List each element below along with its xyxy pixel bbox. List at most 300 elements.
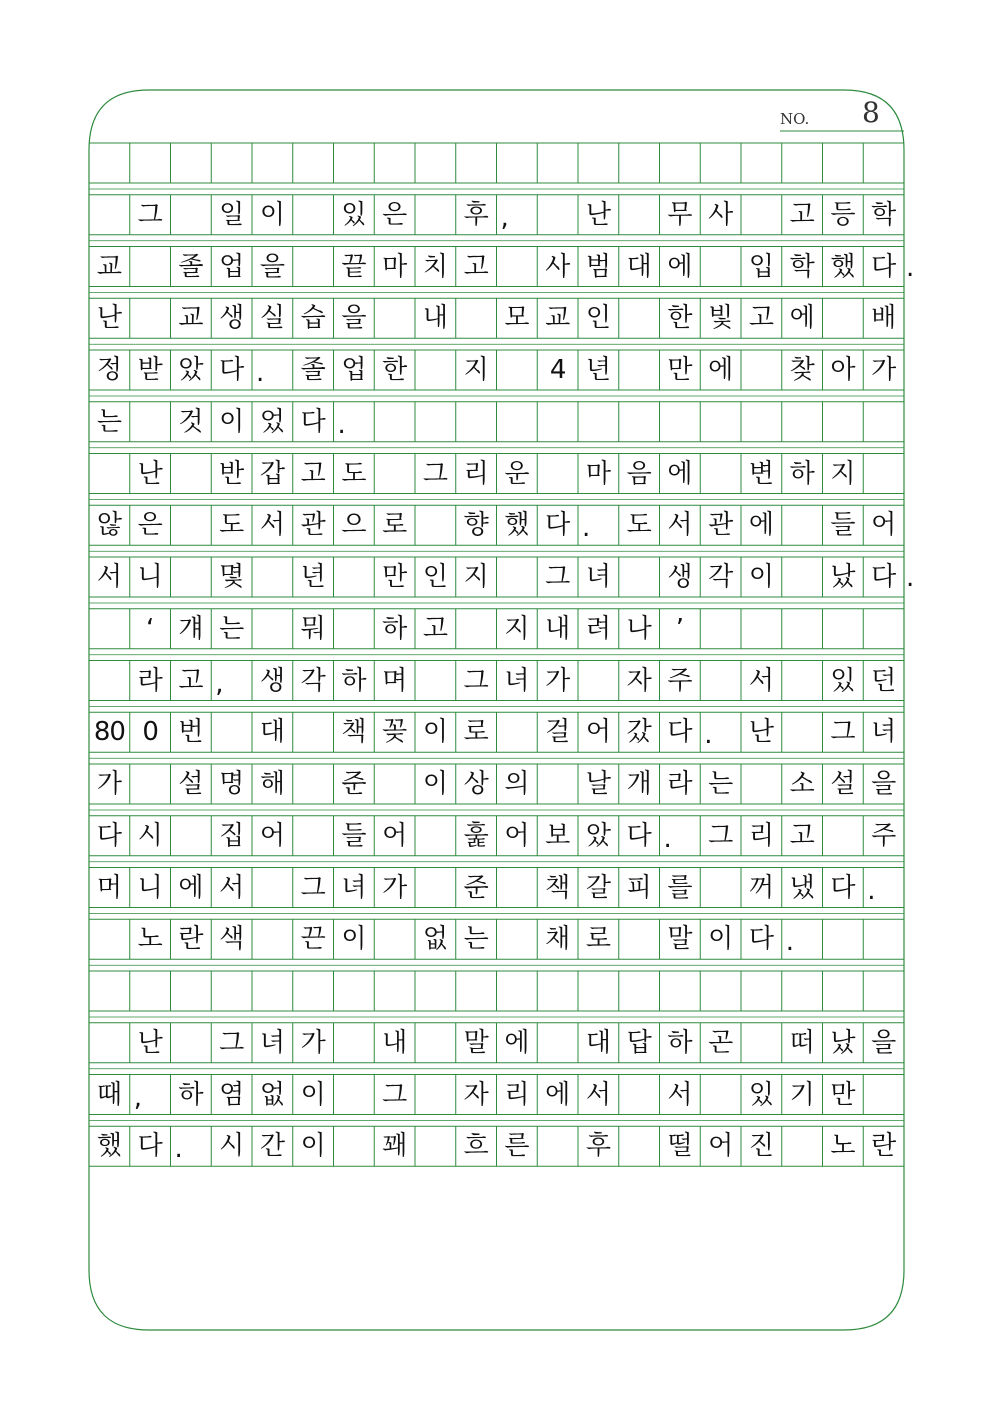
manuscript-cell: 80 bbox=[93, 717, 125, 748]
manuscript-cell: 을 bbox=[341, 303, 367, 334]
manuscript-cell: 가 bbox=[382, 872, 408, 903]
manuscript-cell: ’ bbox=[675, 613, 684, 644]
manuscript-cell bbox=[700, 609, 741, 649]
manuscript-cell: 준 bbox=[463, 872, 489, 903]
manuscript-cell: 염 bbox=[219, 1079, 245, 1110]
manuscript-cell: 명 bbox=[219, 769, 245, 799]
manuscript-cell bbox=[823, 402, 864, 442]
manuscript-cell bbox=[415, 661, 456, 701]
manuscript-cell bbox=[293, 195, 334, 235]
manuscript-cell: 업 bbox=[341, 355, 367, 385]
manuscript-cell: 끝 bbox=[341, 251, 367, 282]
manuscript-cell: 있 bbox=[830, 665, 856, 696]
manuscript-cell: 다 bbox=[300, 406, 326, 437]
manuscript-row bbox=[89, 609, 904, 649]
manuscript-cell: 을 bbox=[259, 251, 285, 282]
manuscript-cell: 만 bbox=[382, 562, 408, 592]
manuscript-cell bbox=[497, 919, 538, 959]
manuscript-cell bbox=[497, 971, 538, 1011]
manuscript-cell bbox=[456, 143, 497, 183]
manuscript-cell: 이 bbox=[300, 1079, 326, 1110]
manuscript-cell bbox=[415, 816, 456, 856]
manuscript-cell: 들 bbox=[830, 510, 856, 541]
manuscript-cell: . bbox=[174, 1134, 183, 1165]
manuscript-cell bbox=[415, 143, 456, 183]
manuscript-cell: 무 bbox=[667, 199, 693, 230]
manuscript-cell: 책 bbox=[341, 717, 367, 748]
manuscript-cell: 관 bbox=[708, 510, 734, 541]
manuscript-cell: 정 bbox=[96, 355, 122, 385]
manuscript-cell bbox=[578, 661, 619, 701]
manuscript-cell bbox=[741, 764, 782, 804]
manuscript-cell bbox=[456, 298, 497, 338]
manuscript-cell: 났 bbox=[830, 1027, 856, 1058]
manuscript-cell: 내 bbox=[545, 613, 571, 644]
manuscript-cell bbox=[537, 402, 578, 442]
manuscript-cell: 로 bbox=[382, 510, 408, 541]
manuscript-cell bbox=[89, 661, 130, 701]
manuscript-cell: 고 bbox=[789, 820, 815, 851]
manuscript-cell bbox=[537, 454, 578, 494]
manuscript-cell: , bbox=[500, 202, 509, 233]
manuscript-row bbox=[89, 712, 904, 752]
manuscript-cell bbox=[415, 505, 456, 545]
manuscript-cell: 서 bbox=[219, 872, 245, 903]
manuscript-cell: 난 bbox=[137, 1027, 163, 1058]
manuscript-cell: 이 bbox=[422, 769, 448, 799]
manuscript-cell: 찾 bbox=[789, 355, 815, 385]
manuscript-cell: 설 bbox=[830, 769, 856, 799]
manuscript-cell: 에 bbox=[789, 303, 815, 334]
manuscript-row bbox=[89, 298, 904, 338]
manuscript-cell: 녀 bbox=[504, 665, 530, 696]
manuscript-cell bbox=[497, 143, 538, 183]
manuscript-cell: 이 bbox=[259, 199, 285, 230]
manuscript-cell: 내 bbox=[382, 1027, 408, 1058]
manuscript-cell: 의 bbox=[504, 769, 530, 799]
manuscript-row bbox=[89, 247, 915, 287]
manuscript-cell bbox=[863, 971, 904, 1011]
manuscript-cell: 라 bbox=[137, 665, 163, 696]
manuscript-cell: 반 bbox=[219, 458, 245, 489]
manuscript-cell: 것 bbox=[178, 406, 204, 437]
manuscript-cell: 치 bbox=[422, 251, 448, 282]
manuscript-cell bbox=[211, 712, 252, 752]
manuscript-cell: 학 bbox=[789, 251, 815, 282]
manuscript-cell: 던 bbox=[871, 665, 897, 696]
manuscript-cell: 어 bbox=[259, 820, 285, 851]
manuscript-cell: 걔 bbox=[178, 613, 204, 644]
manuscript-cell bbox=[456, 971, 497, 1011]
manuscript-grid bbox=[89, 143, 904, 1166]
manuscript-cell bbox=[578, 402, 619, 442]
manuscript-cell: 설 bbox=[178, 769, 204, 799]
manuscript-cell: 어 bbox=[382, 820, 408, 851]
manuscript-cell bbox=[293, 247, 334, 287]
manuscript-cell: 이 bbox=[300, 1131, 326, 1162]
manuscript-cell: 졸 bbox=[178, 251, 204, 282]
manuscript-cell: 을 bbox=[871, 769, 897, 799]
manuscript-cell: 입 bbox=[748, 251, 774, 282]
manuscript-cell: 서 bbox=[96, 562, 122, 592]
manuscript-cell: 그 bbox=[422, 458, 448, 489]
manuscript-cell bbox=[89, 454, 130, 494]
manuscript-cell bbox=[415, 1126, 456, 1166]
manuscript-cell bbox=[782, 1126, 823, 1166]
manuscript-cell: 난 bbox=[585, 199, 611, 230]
manuscript-cell bbox=[741, 143, 782, 183]
manuscript-cell bbox=[537, 1126, 578, 1166]
manuscript-cell: 른 bbox=[504, 1131, 530, 1162]
manuscript-cell bbox=[741, 350, 782, 390]
manuscript-cell: 내 bbox=[422, 303, 448, 334]
manuscript-cell: 나 bbox=[626, 613, 652, 644]
manuscript-cell bbox=[823, 143, 864, 183]
manuscript-cell: 란 bbox=[178, 924, 204, 955]
manuscript-cell: 향 bbox=[463, 510, 489, 541]
manuscript-cell bbox=[415, 1075, 456, 1115]
manuscript-cell bbox=[823, 971, 864, 1011]
manuscript-cell: . bbox=[867, 875, 876, 906]
manuscript-cell: 에 bbox=[504, 1027, 530, 1058]
manuscript-cell: 주 bbox=[667, 665, 693, 696]
manuscript-row bbox=[89, 919, 904, 959]
manuscript-cell: 갑 bbox=[259, 458, 285, 489]
manuscript-cell bbox=[782, 971, 823, 1011]
manuscript-cell: . bbox=[785, 927, 795, 958]
manuscript-cell: 생 bbox=[667, 562, 693, 592]
manuscript-cell: 에 bbox=[708, 355, 734, 385]
manuscript-cell: . bbox=[582, 513, 591, 544]
manuscript-cell bbox=[89, 143, 130, 183]
manuscript-cell: 지 bbox=[463, 355, 489, 385]
manuscript-cell: 고 bbox=[463, 251, 489, 282]
manuscript-cell bbox=[537, 195, 578, 235]
manuscript-cell: 자 bbox=[626, 665, 652, 696]
manuscript-cell bbox=[171, 143, 212, 183]
manuscript-cell bbox=[782, 712, 823, 752]
manuscript-row bbox=[89, 1126, 904, 1166]
manuscript-cell bbox=[293, 971, 334, 1011]
manuscript-cell: 몇 bbox=[219, 562, 245, 592]
manuscript-cell bbox=[619, 971, 660, 1011]
manuscript-cell bbox=[863, 919, 904, 959]
manuscript-cell bbox=[171, 1023, 212, 1063]
manuscript-cell bbox=[456, 609, 497, 649]
manuscript-cell bbox=[741, 971, 782, 1011]
manuscript-cell bbox=[497, 350, 538, 390]
manuscript-cell: 가 bbox=[545, 665, 571, 696]
manuscript-cell: 흐 bbox=[463, 1131, 489, 1162]
manuscript-cell: 서 bbox=[667, 510, 693, 541]
manuscript-row bbox=[89, 143, 904, 183]
manuscript-cell: 들 bbox=[341, 820, 367, 851]
manuscript-cell bbox=[700, 247, 741, 287]
manuscript-cell: 대 bbox=[585, 1027, 611, 1058]
manuscript-cell: 모 bbox=[504, 303, 530, 334]
manuscript-cell bbox=[456, 402, 497, 442]
manuscript-cell bbox=[89, 919, 130, 959]
manuscript-cell: 준 bbox=[341, 769, 367, 799]
manuscript-cell: 해 bbox=[259, 769, 285, 799]
manuscript-cell bbox=[497, 402, 538, 442]
manuscript-cell: 없 bbox=[259, 1079, 285, 1110]
manuscript-cell: 일 bbox=[219, 199, 245, 230]
manuscript-cell bbox=[741, 609, 782, 649]
manuscript-cell bbox=[415, 868, 456, 908]
manuscript-cell bbox=[863, 454, 904, 494]
manuscript-cell: 배 bbox=[871, 303, 897, 334]
manuscript-cell bbox=[130, 402, 171, 442]
manuscript-cell: 4 bbox=[549, 355, 566, 385]
manuscript-cell bbox=[537, 143, 578, 183]
manuscript-cell bbox=[415, 971, 456, 1011]
manuscript-cell: 떠 bbox=[789, 1027, 815, 1058]
manuscript-cell: 개 bbox=[626, 769, 652, 799]
manuscript-cell: 그 bbox=[830, 717, 856, 748]
manuscript-cell: 년 bbox=[300, 562, 326, 592]
manuscript-row bbox=[89, 195, 904, 235]
manuscript-cell: 인 bbox=[585, 303, 611, 334]
manuscript-cell: 리 bbox=[463, 458, 489, 489]
manuscript-cell: 없 bbox=[422, 924, 448, 955]
manuscript-row bbox=[89, 557, 915, 597]
manuscript-cell: 교 bbox=[545, 303, 571, 334]
manuscript-cell bbox=[537, 971, 578, 1011]
manuscript-cell: 를 bbox=[667, 872, 693, 903]
manuscript-cell bbox=[497, 712, 538, 752]
manuscript-cell: . bbox=[663, 823, 672, 854]
manuscript-cell: 피 bbox=[626, 872, 652, 903]
manuscript-cell: 업 bbox=[219, 251, 245, 282]
manuscript-cell: 각 bbox=[300, 665, 326, 696]
manuscript-cell: 고 bbox=[178, 665, 204, 696]
manuscript-cell: 범 bbox=[585, 251, 611, 282]
manuscript-cell: 말 bbox=[463, 1027, 489, 1058]
manuscript-cell: 이 bbox=[422, 717, 448, 748]
manuscript-cell bbox=[619, 1075, 660, 1115]
manuscript-cell bbox=[578, 143, 619, 183]
manuscript-cell bbox=[334, 1023, 375, 1063]
manuscript-cell: 어 bbox=[871, 510, 897, 541]
manuscript-cell: 한 bbox=[667, 303, 693, 334]
manuscript-cell: 보 bbox=[545, 820, 571, 851]
manuscript-cell: 생 bbox=[259, 665, 285, 696]
manuscript-row bbox=[89, 454, 904, 494]
manuscript-cell: 날 bbox=[585, 769, 611, 799]
manuscript-cell: 다 bbox=[871, 251, 897, 282]
manuscript-cell: 니 bbox=[137, 562, 163, 592]
manuscript-cell bbox=[89, 1023, 130, 1063]
manuscript-cell bbox=[252, 557, 293, 597]
manuscript-cell bbox=[782, 505, 823, 545]
manuscript-cell: 어 bbox=[708, 1131, 734, 1162]
manuscript-cell: 도 bbox=[219, 510, 245, 541]
manuscript-cell: 은 bbox=[382, 199, 408, 230]
manuscript-cell bbox=[171, 557, 212, 597]
manuscript-cell: 다 bbox=[830, 872, 856, 903]
manuscript-cell: 서 bbox=[585, 1079, 611, 1110]
manuscript-cell: 어 bbox=[585, 717, 611, 748]
manuscript-cell: 에 bbox=[667, 458, 693, 489]
manuscript-cell: 에 bbox=[545, 1079, 571, 1110]
manuscript-cell bbox=[130, 143, 171, 183]
manuscript-cell: 는 bbox=[219, 613, 245, 644]
manuscript-cell: 색 bbox=[219, 924, 245, 955]
manuscript-cell bbox=[741, 1023, 782, 1063]
manuscript-cell bbox=[171, 195, 212, 235]
manuscript-cell: 고 bbox=[300, 458, 326, 489]
manuscript-cell: 이 bbox=[748, 562, 774, 592]
manuscript-cell: 곤 bbox=[708, 1027, 734, 1058]
manuscript-cell: 받 bbox=[137, 355, 163, 385]
manuscript-row bbox=[89, 1075, 904, 1115]
manuscript-cell bbox=[252, 143, 293, 183]
manuscript-cell: 고 bbox=[422, 613, 448, 644]
manuscript-cell: 그 bbox=[300, 872, 326, 903]
manuscript-cell bbox=[619, 298, 660, 338]
manuscript-cell: 책 bbox=[545, 872, 571, 903]
manuscript-cell bbox=[619, 350, 660, 390]
manuscript-cell: 어 bbox=[504, 820, 530, 851]
manuscript-cell: 란 bbox=[871, 1131, 897, 1162]
manuscript-cell bbox=[334, 609, 375, 649]
manuscript-cell: 도 bbox=[626, 510, 652, 541]
manuscript-cell bbox=[537, 1023, 578, 1063]
manuscript-cell: 리 bbox=[504, 1079, 530, 1110]
manuscript-cell bbox=[700, 971, 741, 1011]
manuscript-row bbox=[89, 505, 904, 545]
manuscript-cell: , bbox=[215, 668, 224, 699]
manuscript-cell: 한 bbox=[382, 355, 408, 385]
page-number-label: NO. bbox=[780, 110, 810, 128]
manuscript-cell: 시 bbox=[219, 1131, 245, 1162]
manuscript-cell bbox=[334, 557, 375, 597]
manuscript-cell bbox=[700, 1075, 741, 1115]
manuscript-cell: 는 bbox=[708, 769, 734, 799]
manuscript-cell: 다 bbox=[96, 820, 122, 851]
manuscript-cell: 을 bbox=[871, 1027, 897, 1058]
manuscript-cell: 로 bbox=[463, 717, 489, 748]
manuscript-cell: 했 bbox=[504, 510, 530, 541]
manuscript-cell bbox=[619, 402, 660, 442]
manuscript-cell: 노 bbox=[830, 1131, 856, 1162]
manuscript-row bbox=[89, 402, 904, 442]
manuscript-cell: 이 bbox=[341, 924, 367, 955]
manuscript-cell: 아 bbox=[830, 355, 856, 385]
manuscript-cell: 난 bbox=[137, 458, 163, 489]
manuscript-cell bbox=[252, 609, 293, 649]
manuscript-row bbox=[89, 868, 904, 908]
manuscript-cell: . bbox=[337, 409, 346, 440]
manuscript-cell: 꽂 bbox=[382, 717, 408, 748]
manuscript-cell bbox=[334, 1126, 375, 1166]
manuscript-cell bbox=[619, 143, 660, 183]
manuscript-cell bbox=[415, 195, 456, 235]
manuscript-cell bbox=[374, 298, 415, 338]
manuscript-cell: 리 bbox=[748, 820, 774, 851]
manuscript-cell bbox=[660, 971, 701, 1011]
manuscript-cell: 었 bbox=[259, 406, 285, 437]
manuscript-cell bbox=[700, 454, 741, 494]
manuscript-cell: 년 bbox=[585, 355, 611, 385]
manuscript-row bbox=[89, 350, 904, 390]
manuscript-cell bbox=[619, 557, 660, 597]
manuscript-cell: 는 bbox=[96, 406, 122, 437]
manuscript-cell: 그 bbox=[463, 665, 489, 696]
manuscript-cell bbox=[293, 712, 334, 752]
manuscript-cell bbox=[782, 661, 823, 701]
margin-punctuation: . bbox=[906, 252, 915, 283]
manuscript-cell: 니 bbox=[137, 872, 163, 903]
manuscript-cell: 빛 bbox=[708, 303, 734, 334]
manuscript-cell bbox=[497, 247, 538, 287]
manuscript-cell: 났 bbox=[830, 562, 856, 592]
manuscript-cell: 고 bbox=[748, 303, 774, 334]
manuscript-cell bbox=[89, 971, 130, 1011]
manuscript-cell: 진 bbox=[748, 1131, 774, 1162]
manuscript-cell: 관 bbox=[300, 510, 326, 541]
manuscript-cell: 교 bbox=[96, 251, 122, 282]
manuscript-cell: 다 bbox=[219, 355, 245, 385]
manuscript-cell: 에 bbox=[667, 251, 693, 282]
manuscript-cell: 난 bbox=[96, 303, 122, 334]
manuscript-row bbox=[89, 661, 904, 701]
manuscript-cell bbox=[619, 1126, 660, 1166]
manuscript-cell: 에 bbox=[748, 510, 774, 541]
manuscript-cell: 만 bbox=[830, 1079, 856, 1110]
manuscript-cell: 하 bbox=[341, 665, 367, 696]
manuscript-cell bbox=[782, 143, 823, 183]
manuscript-cell bbox=[334, 971, 375, 1011]
manuscript-cell: 이 bbox=[708, 924, 734, 955]
manuscript-cell bbox=[497, 868, 538, 908]
manuscript-cell bbox=[782, 402, 823, 442]
manuscript-cell bbox=[334, 143, 375, 183]
manuscript-cell bbox=[334, 1075, 375, 1115]
manuscript-cell bbox=[293, 143, 334, 183]
manuscript-cell bbox=[782, 609, 823, 649]
manuscript-cell: 마 bbox=[382, 251, 408, 282]
manuscript-cell: 은 bbox=[137, 510, 163, 541]
manuscript-cell bbox=[252, 919, 293, 959]
manuscript-cell bbox=[415, 1023, 456, 1063]
manuscript-cell: 교 bbox=[178, 303, 204, 334]
manuscript-cell: 다 bbox=[626, 820, 652, 851]
manuscript-cell: 생 bbox=[219, 303, 245, 334]
manuscript-cell: 하 bbox=[178, 1079, 204, 1110]
manuscript-cell: 난 bbox=[748, 717, 774, 748]
manuscript-cell: 끈 bbox=[300, 924, 326, 955]
manuscript-cell: 훑 bbox=[463, 820, 489, 851]
manuscript-cell: 그 bbox=[382, 1079, 408, 1110]
manuscript-cell bbox=[171, 505, 212, 545]
manuscript-cell: 사 bbox=[708, 199, 734, 230]
manuscript-cell bbox=[130, 764, 171, 804]
manuscript-cell bbox=[823, 919, 864, 959]
manuscript-cell: 으 bbox=[341, 510, 367, 541]
manuscript-cell: 걸 bbox=[545, 717, 571, 748]
manuscript-cell bbox=[171, 454, 212, 494]
manuscript-cell: 이 bbox=[219, 406, 245, 437]
manuscript-cell: 음 bbox=[626, 458, 652, 489]
manuscript-cell: . bbox=[256, 358, 265, 388]
manuscript-row bbox=[89, 764, 904, 804]
manuscript-cell bbox=[171, 971, 212, 1011]
manuscript-cell: 상 bbox=[463, 769, 489, 799]
manuscript-cell: 지 bbox=[504, 613, 530, 644]
manuscript-cell: 각 bbox=[708, 562, 734, 592]
